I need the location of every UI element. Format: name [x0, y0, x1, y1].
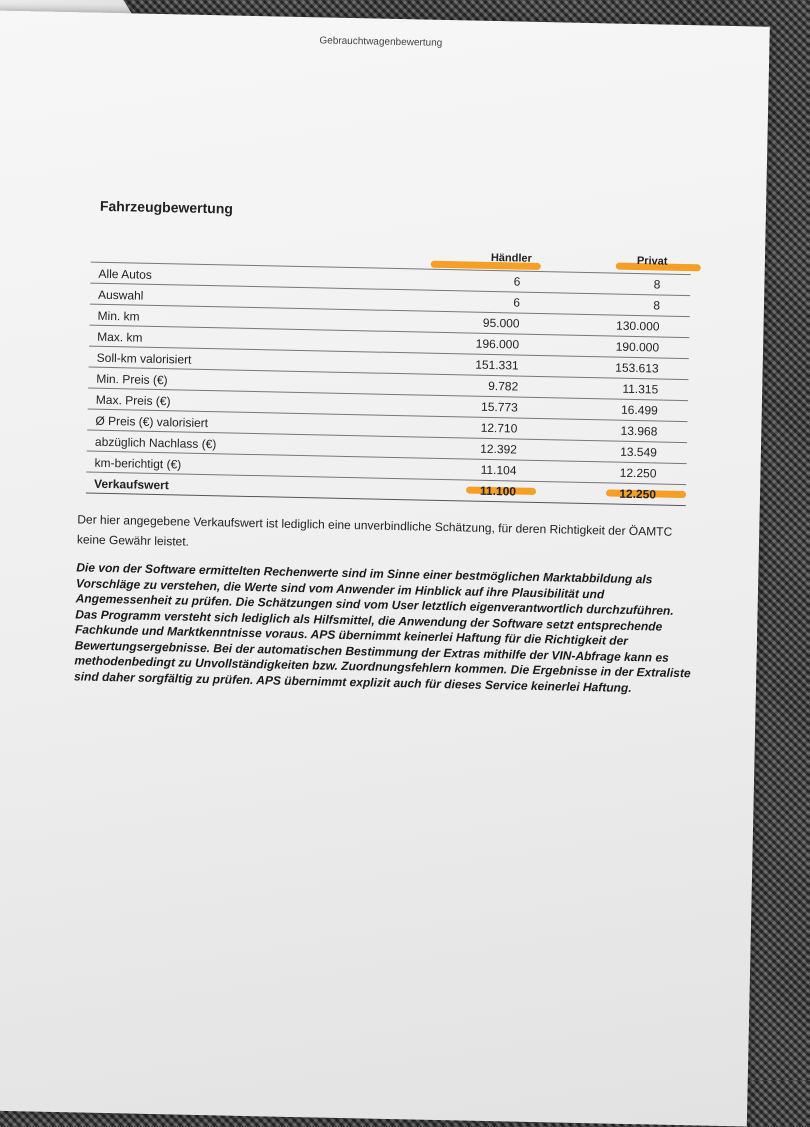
row-privat-value: 190.000	[615, 339, 660, 355]
valuation-table	[86, 242, 691, 507]
column-header-privat: Privat	[636, 255, 668, 268]
row-privat-value: 8	[653, 277, 661, 292]
total-label: Verkaufswert	[93, 476, 169, 493]
row-label: Min. Preis (€)	[96, 371, 168, 388]
row-haendler-value: 9.782	[488, 378, 519, 394]
disclaimer-text: Die von der Software ermittelten Rechenwerte sind im Sinne einer bestmöglichen Marktabbildung als Vorschläge zu verstehen, die Werte sind vom Anwender im Hinblick auf ihre Plausibilität und Angemessenheit zu prüfen. Die Schätzungen sind vom User letztlich eigenverantwortlich durchzuführen. Das Programm versteht sich lediglich als Hilfsmittel, die Anwendung der Software setzt entsprechende Fachkunde und Marktkenntnisse voraus. APS übernimmt keinerlei Haftung für die Richtigkeit der Bewertungsergebnisse. Bei der automatischen Bestimmung der Extras mithilfe der VIN-Abfrage kann es methodenbedingt zu Unvollständigkeiten bzw. Zuordnungsfehlern kommen. Die Ergebnisse in der Extraliste sind daher sorgfältig zu prüfen. APS übernimmt explizit auch für dieses Service keinerlei Haftung.	[73, 560, 691, 695]
row-privat-value: 153.613	[615, 360, 659, 376]
row-privat-value: 130.000	[615, 318, 660, 334]
row-label: Soll-km valorisiert	[96, 350, 192, 367]
document-header: Gebrauchtwagenbewertung	[319, 35, 443, 49]
total-haendler-value: 11.100	[479, 483, 517, 499]
row-label: Max. Preis (€)	[95, 392, 171, 409]
row-label: Ø Preis (€) valorisiert	[95, 413, 209, 431]
row-privat-value: 13.968	[620, 423, 658, 439]
row-privat-value: 12.250	[619, 465, 657, 481]
document-page	[0, 10, 770, 1127]
row-haendler-value: 12.392	[480, 441, 518, 457]
row-label: Min. km	[97, 308, 140, 324]
row-haendler-value: 6	[513, 274, 521, 289]
row-label: abzüglich Nachlass (€)	[94, 434, 217, 452]
column-header-haendler: Händler	[490, 251, 533, 265]
row-haendler-value: 196.000	[475, 336, 520, 352]
row-privat-value: 8	[653, 298, 661, 313]
total-privat-value: 12.250	[619, 486, 657, 502]
row-haendler-value: 151.331	[475, 357, 519, 373]
row-haendler-value: 6	[513, 295, 521, 310]
row-haendler-value: 95.000	[482, 315, 520, 331]
row-haendler-value: 11.104	[480, 462, 517, 478]
row-privat-value: 16.499	[620, 402, 658, 418]
row-haendler-value: 15.773	[480, 399, 518, 415]
note-text: Der hier angegebene Verkaufswert ist lediglich eine unverbindliche Schätzung, für deren Richtigkeit der ÖAMTC keine Gewähr leistet.	[76, 512, 673, 549]
row-label: Auswahl	[97, 287, 144, 303]
row-haendler-value: 12.710	[480, 420, 518, 436]
section-title: Fahrzeugbewertung	[99, 197, 234, 217]
row-label: km-berichtigt (€)	[94, 455, 182, 472]
row-label: Alle Autos	[98, 266, 153, 282]
row-privat-value: 11.315	[622, 381, 659, 397]
row-privat-value: 13.549	[620, 444, 658, 460]
row-label: Max. km	[97, 329, 143, 345]
